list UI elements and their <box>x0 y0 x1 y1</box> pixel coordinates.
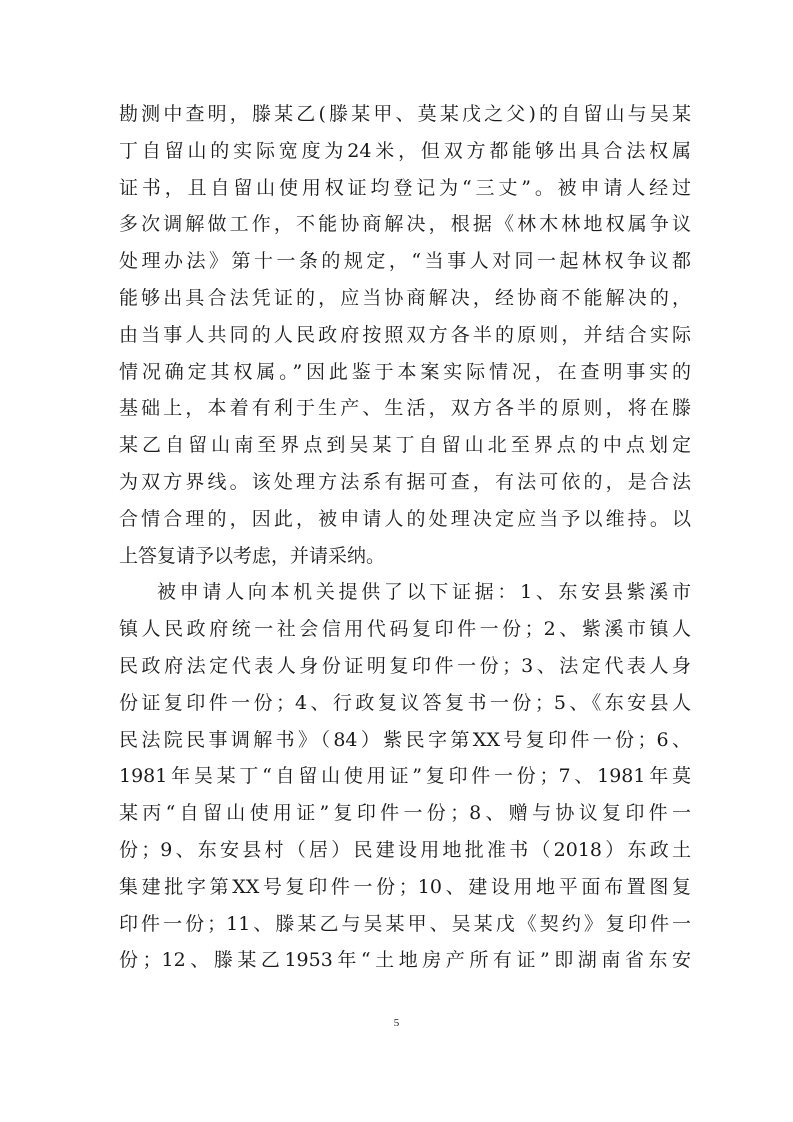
text-line: 被申请人向本机关提供了以下证据：1、东安县紫溪市 <box>157 581 691 604</box>
body-text <box>119 96 691 979</box>
text-line: 情况确定其权属。”因此鉴于本案实际情况，在查明事实的 <box>119 360 691 383</box>
text-line: 印件一份；11、滕某乙与吴某甲、吴某戊《契约》复印件一 <box>119 912 691 935</box>
text-line: 份；9、东安县村（居）民建设用地批准书（2018）东政土 <box>119 838 691 861</box>
text-line: 合情合理的，因此，被申请人的处理决定应当予以维持。以 <box>119 507 691 530</box>
text-line: 份；12、滕某乙1953年“土地房产所有证”即湖南省东安 <box>119 949 691 972</box>
text-line: 勘测中查明，滕某乙(滕某甲、莫某戊之父)的自留山与吴某 <box>119 103 691 125</box>
text-line: 民法院民事调解书》（84）紫民字第XX号复印件一份；6、 <box>119 728 691 751</box>
text-line: 基础上，本着有利于生产、生活，双方各半的原则，将在滕 <box>119 397 691 420</box>
text-line: 1981年吴某丁“自留山使用证”复印件一份；7、1981年莫 <box>119 765 691 788</box>
text-line: 为双方界线。该处理方法系有据可查，有法可依的，是合法 <box>119 470 691 493</box>
text-line: 证书，且自留山使用权证均登记为“三丈”。被申请人经过 <box>119 176 691 199</box>
text-line: 上答复请予以考虑，并请采纳。 <box>119 544 386 567</box>
paragraph-reply-conclusion <box>119 96 691 574</box>
text-line: 份证复印件一份；4、行政复议答复书一份；5、《东安县人 <box>119 691 691 714</box>
text-line: 丁自留山的实际宽度为24米，但双方都能够出具合法权属 <box>119 139 691 162</box>
text-line: 民政府法定代表人身份证明复印件一份；3、法定代表人身 <box>119 654 691 677</box>
page-number: 5 <box>393 1017 400 1029</box>
text-line: 集建批字第XX号复印件一份；10、建设用地平面布置图复 <box>119 875 691 898</box>
text-line: 镇人民政府统一社会信用代码复印件一份；2、紫溪市镇人 <box>119 618 691 641</box>
text-line: 某乙自留山南至界点到吴某丁自留山北至界点的中点划定 <box>119 434 691 457</box>
text-line: 处理办法》第十一条的规定，“当事人对同一起林权争议都 <box>119 250 691 273</box>
text-line: 由当事人共同的人民政府按照双方各半的原则，并结合实际 <box>119 323 691 346</box>
text-line: 能够出具合法凭证的，应当协商解决，经协商不能解决的， <box>119 286 691 309</box>
text-line: 某丙“自留山使用证”复印件一份；8、赠与协议复印件一 <box>119 802 691 825</box>
text-line: 多次调解做工作，不能协商解决，根据《林木林地权属争议 <box>119 213 691 236</box>
paragraph-evidence-list <box>119 574 691 979</box>
